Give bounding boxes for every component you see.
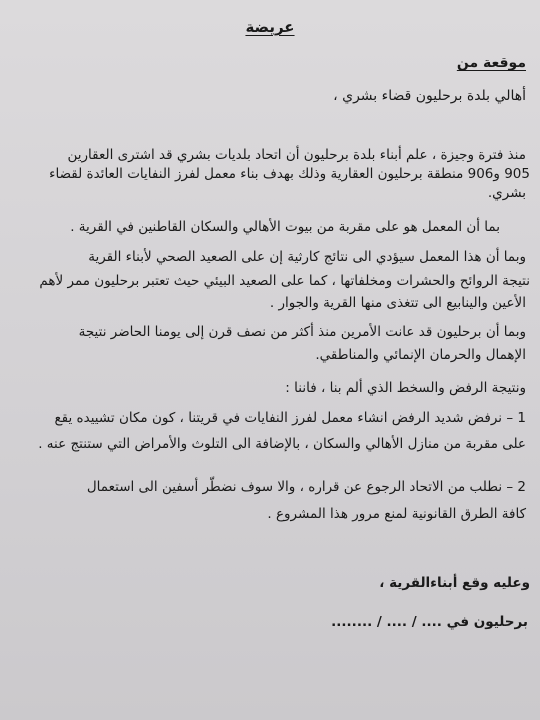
- paragraph-3-line-1: وبما أن هذا المعمل سيؤدي الى نتائج كارثية إن على الصعيد الصحي لأبناء القرية: [88, 249, 526, 265]
- paragraph-3-line-2: نتيجة الروائح والحشرات ومخلفاتها ، كما على الصعيد البيئي حيث تعتبر برحليون ممر لأهم: [39, 273, 530, 289]
- paragraph-4-line-1: وبما أن برحليون قد عانت الأمرين منذ أكثر من نصف قرن إلى يومنا الحاضر نتيجة: [78, 324, 526, 340]
- document-title: عريضة: [245, 18, 295, 36]
- place-date-line: برحليون في .... / .... / ........: [331, 614, 528, 630]
- demand-1-line-1: 1 – نرفض شديد الرفض انشاء معمل لفرز النفايات في قريتنا ، كون مكان تشييده يقع: [54, 410, 526, 426]
- demand-1-line-2: على مقربة من منازل الأهالي والسكان ، بالإضافة الى التلوث والأمراض التي ستنتج عنه .: [38, 436, 526, 452]
- paragraph-2: بما أن المعمل هو على مقربة من بيوت الأهالي والسكان القاطنين في القرية .: [70, 219, 500, 235]
- paragraph-1-line-3: بشري.: [487, 185, 526, 201]
- closing-line: وعليه وقع أبناءالقرية ،: [379, 575, 530, 591]
- demand-2-line-1: 2 – نطلب من الاتحاد الرجوع عن قراره ، والا سوف نضطّر أسفين الى استعمال: [86, 479, 526, 495]
- from-heading: موقعة من: [456, 55, 526, 71]
- paragraph-5: ونتيجة الرفض والسخط الذي ألم بنا ، فاننا :: [285, 380, 526, 396]
- demand-2-line-2: كافة الطرق القانونية لمنع مرور هذا المشروع .: [267, 506, 526, 522]
- paragraph-3-line-3: الأعين والينابيع الى تتغذى منها القرية والجوار .: [269, 295, 526, 311]
- paragraph-1-line-2: 905 و906 منطقة برحليون العقارية وذلك بهدف بناء معمل لفرز النفايات العائدة لقضاء: [49, 166, 530, 182]
- addressee-line: أهالي بلدة برحليون قضاء بشري ،: [333, 88, 526, 104]
- paragraph-1-line-1: منذ فترة وجيزة ، علم أبناء بلدة برحليون أن اتحاد بلديات بشري قد اشترى العقارين: [67, 147, 526, 163]
- paragraph-4-line-2: الإهمال والحرمان الإنمائي والمناطقي.: [315, 347, 526, 363]
